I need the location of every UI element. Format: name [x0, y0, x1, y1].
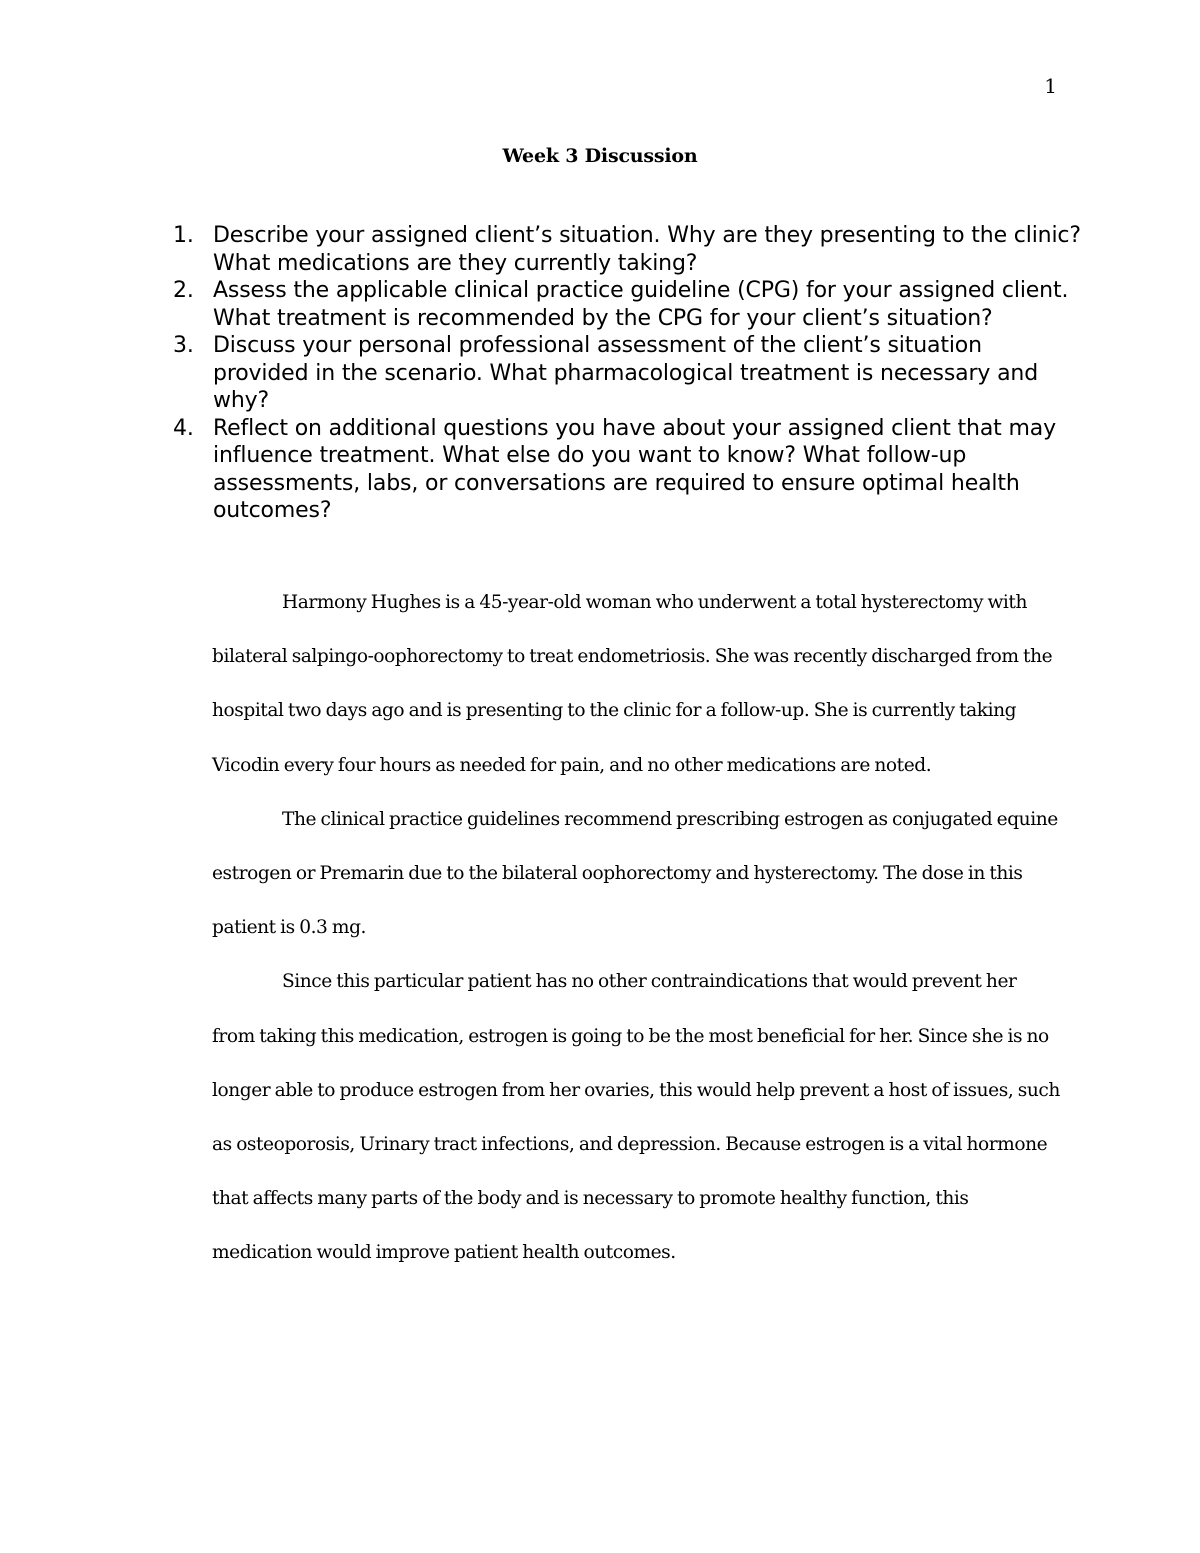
discussion-questions-list — [173, 222, 1083, 525]
page-number: 1 — [1044, 74, 1057, 98]
question-number: 4. — [173, 415, 194, 441]
question-number: 3. — [173, 333, 194, 358]
question-item — [173, 277, 1083, 332]
document-title: Week 3 Discussion — [502, 145, 698, 167]
response-body — [212, 576, 1062, 1281]
body-paragraph: The clinical practice guidelines recommend prescribing estrogen as conjugated equine estrogen or Premarin due to the bilateral oophorectomy and hysterectomy. The dose in this patient is 0.3 mg. — [212, 808, 1058, 939]
question-text: Describe your assigned client’s situation. Why are they presenting to the clinic? What medications are they currently taking? — [213, 223, 1081, 276]
question-text: Discuss your personal professional assessment of the client’s situation provided in the scenario. What pharmacological treatment is necessary and why? — [213, 333, 1039, 413]
question-item — [173, 415, 1083, 525]
question-item — [173, 222, 1083, 277]
body-paragraph: Harmony Hughes is a 45-year-old woman who underwent a total hysterectomy with bilateral salpingo-oophorectomy to treat endometriosis. She was recently discharged from the hospital two days ago and is presenting to the clinic for a follow-up. She is currently taking Vicodin every four hours as needed for pain, and no other medications are noted. — [212, 592, 1053, 776]
question-text: Reflect on additional questions you have about your assigned client that may influence treatment. What else do you want to know? What follow-up assessments, labs, or conversations are required to ensure optimal health outcomes? — [213, 415, 1056, 523]
body-paragraph: Since this particular patient has no other contraindications that would prevent her from taking this medication, estrogen is going to be the most beneficial for her. Since she is no longer able to produce estrogen from her ovaries, this would help prevent a host of issues, such as osteoporosis, Urinary tract infections, and depression. Because estrogen is a vital hormone that affects many parts of the body and is necessary to promote healthy function, this medication would improve patient health outcomes. — [212, 971, 1060, 1264]
question-number: 1. — [173, 223, 194, 248]
question-text: Assess the applicable clinical practice guideline (CPG) for your assigned client. What treatment is recommended by the CPG for your client’s situation? — [213, 278, 1069, 331]
question-item — [173, 332, 1083, 415]
question-number: 2. — [173, 278, 194, 303]
